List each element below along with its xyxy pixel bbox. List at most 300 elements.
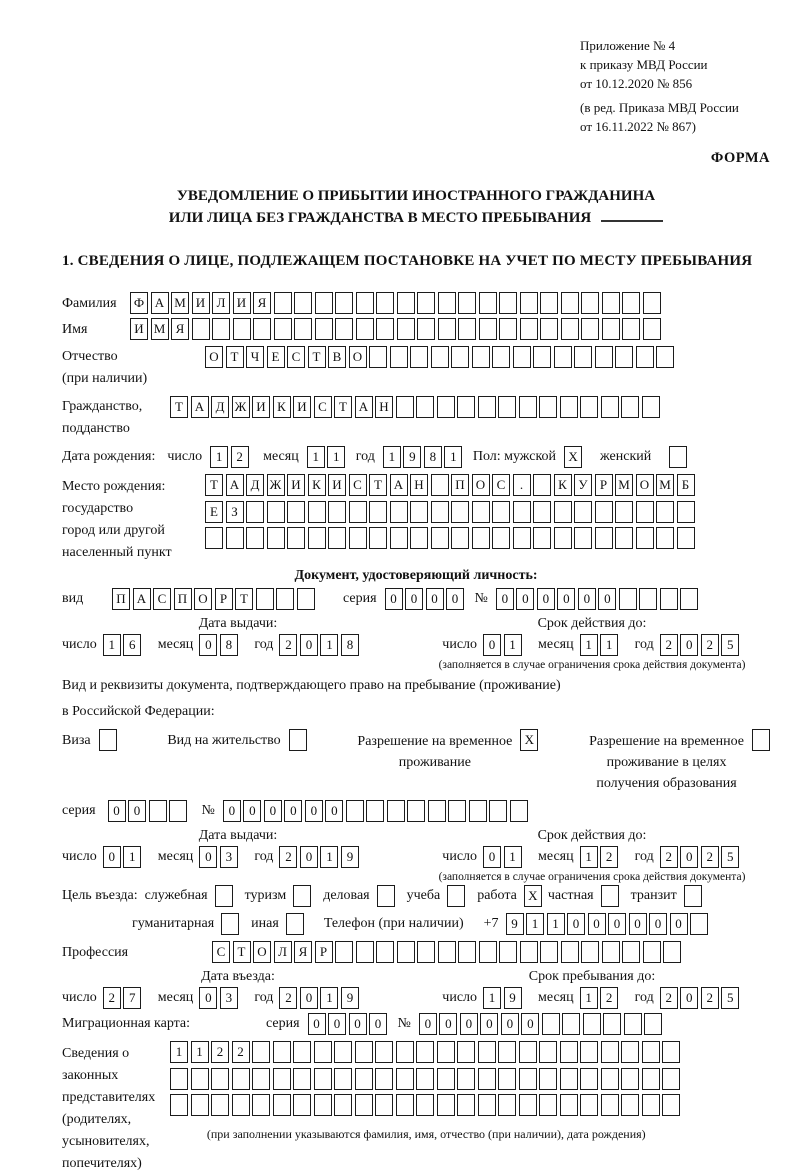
residence-number-cells[interactable] [223, 800, 531, 822]
legal-reps-row3-cells[interactable] [170, 1094, 683, 1116]
char-cell[interactable]: 1 [526, 913, 544, 935]
char-cell[interactable]: С [287, 346, 305, 368]
char-cell[interactable]: 1 [170, 1041, 188, 1063]
char-cell[interactable]: 0 [680, 634, 698, 656]
char-cell[interactable]: 2 [600, 846, 618, 868]
char-cell[interactable] [533, 346, 551, 368]
char-cell[interactable]: 0 [199, 634, 217, 656]
residence-valid-month-cells[interactable] [580, 846, 621, 868]
char-cell[interactable]: Ч [246, 346, 264, 368]
char-cell[interactable]: 0 [567, 913, 585, 935]
char-cell[interactable] [580, 1094, 598, 1116]
char-cell[interactable] [387, 800, 405, 822]
char-cell[interactable] [520, 941, 538, 963]
char-cell[interactable] [410, 527, 428, 549]
char-cell[interactable]: 0 [328, 1013, 346, 1035]
char-cell[interactable] [539, 1041, 557, 1063]
char-cell[interactable]: Д [246, 474, 264, 496]
char-cell[interactable] [478, 1068, 496, 1090]
char-cell[interactable] [561, 292, 579, 314]
char-cell[interactable] [293, 1041, 311, 1063]
char-cell[interactable]: 0 [537, 588, 555, 610]
birthplace-row1-cells[interactable] [205, 474, 697, 496]
char-cell[interactable]: Е [205, 501, 223, 523]
residence-series-cells[interactable] [108, 800, 190, 822]
char-cell[interactable] [492, 346, 510, 368]
char-cell[interactable] [624, 1013, 642, 1035]
char-cell[interactable]: 5 [721, 987, 739, 1009]
char-cell[interactable]: 2 [701, 987, 719, 1009]
char-cell[interactable] [499, 941, 517, 963]
char-cell[interactable] [252, 1094, 270, 1116]
char-cell[interactable]: 5 [721, 634, 739, 656]
char-cell[interactable]: Т [170, 396, 188, 418]
char-cell[interactable] [390, 501, 408, 523]
char-cell[interactable] [315, 318, 333, 340]
char-cell[interactable] [431, 474, 449, 496]
issue-year-cells[interactable] [279, 634, 361, 656]
char-cell[interactable] [621, 396, 639, 418]
char-cell[interactable] [662, 1068, 680, 1090]
char-cell[interactable]: 0 [325, 800, 343, 822]
char-cell[interactable] [355, 1041, 373, 1063]
char-cell[interactable] [601, 885, 619, 907]
char-cell[interactable]: К [554, 474, 572, 496]
char-cell[interactable]: Т [369, 474, 387, 496]
char-cell[interactable] [252, 1068, 270, 1090]
char-cell[interactable] [662, 1041, 680, 1063]
char-cell[interactable]: 2 [211, 1041, 229, 1063]
char-cell[interactable] [554, 501, 572, 523]
valid-day-cells[interactable] [483, 634, 524, 656]
char-cell[interactable] [407, 800, 425, 822]
char-cell[interactable] [438, 292, 456, 314]
char-cell[interactable] [396, 1094, 414, 1116]
char-cell[interactable]: Ф [130, 292, 148, 314]
char-cell[interactable] [458, 318, 476, 340]
char-cell[interactable] [642, 396, 660, 418]
char-cell[interactable]: Р [315, 941, 333, 963]
char-cell[interactable] [416, 1094, 434, 1116]
issue-day-cells[interactable] [103, 634, 144, 656]
char-cell[interactable] [479, 292, 497, 314]
birth-year-cells[interactable] [383, 446, 465, 468]
stay-day-cells[interactable] [483, 987, 524, 1009]
char-cell[interactable] [267, 527, 285, 549]
char-cell[interactable] [457, 396, 475, 418]
char-cell[interactable] [560, 1041, 578, 1063]
char-cell[interactable]: 0 [680, 846, 698, 868]
char-cell[interactable]: И [328, 474, 346, 496]
char-cell[interactable] [644, 1013, 662, 1035]
char-cell[interactable] [226, 527, 244, 549]
patronymic-cells[interactable] [205, 346, 677, 368]
char-cell[interactable]: 0 [598, 588, 616, 610]
sex-female-checkbox[interactable] [669, 446, 687, 468]
char-cell[interactable]: 0 [349, 1013, 367, 1035]
char-cell[interactable] [274, 318, 292, 340]
char-cell[interactable]: А [226, 474, 244, 496]
entry-year-cells[interactable] [279, 987, 361, 1009]
char-cell[interactable] [574, 346, 592, 368]
char-cell[interactable] [416, 1068, 434, 1090]
char-cell[interactable] [457, 1068, 475, 1090]
char-cell[interactable] [478, 1094, 496, 1116]
char-cell[interactable]: 9 [506, 913, 524, 935]
char-cell[interactable]: 0 [369, 1013, 387, 1035]
char-cell[interactable] [602, 941, 620, 963]
char-cell[interactable] [369, 501, 387, 523]
char-cell[interactable]: 0 [305, 800, 323, 822]
char-cell[interactable]: 0 [284, 800, 302, 822]
char-cell[interactable] [479, 941, 497, 963]
char-cell[interactable]: 0 [588, 913, 606, 935]
char-cell[interactable]: С [314, 396, 332, 418]
char-cell[interactable]: 2 [660, 634, 678, 656]
char-cell[interactable]: 1 [123, 846, 141, 868]
entry-month-cells[interactable] [199, 987, 240, 1009]
char-cell[interactable]: Т [308, 346, 326, 368]
char-cell[interactable]: 1 [210, 446, 228, 468]
char-cell[interactable] [256, 588, 274, 610]
char-cell[interactable] [349, 527, 367, 549]
char-cell[interactable] [451, 501, 469, 523]
char-cell[interactable]: 7 [123, 987, 141, 1009]
char-cell[interactable] [287, 501, 305, 523]
char-cell[interactable]: 0 [496, 588, 514, 610]
char-cell[interactable]: С [349, 474, 367, 496]
char-cell[interactable]: 0 [405, 588, 423, 610]
char-cell[interactable] [396, 1068, 414, 1090]
char-cell[interactable] [308, 501, 326, 523]
char-cell[interactable] [554, 346, 572, 368]
char-cell[interactable]: У [574, 474, 592, 496]
char-cell[interactable]: 0 [460, 1013, 478, 1035]
char-cell[interactable] [369, 346, 387, 368]
char-cell[interactable] [602, 318, 620, 340]
char-cell[interactable] [498, 1094, 516, 1116]
char-cell[interactable]: М [151, 318, 169, 340]
phone-cells[interactable] [506, 913, 711, 935]
char-cell[interactable] [642, 1094, 660, 1116]
char-cell[interactable] [390, 527, 408, 549]
char-cell[interactable] [499, 292, 517, 314]
char-cell[interactable] [479, 318, 497, 340]
char-cell[interactable] [273, 1094, 291, 1116]
char-cell[interactable]: 1 [580, 987, 598, 1009]
char-cell[interactable] [489, 800, 507, 822]
char-cell[interactable]: 1 [504, 846, 522, 868]
char-cell[interactable]: 1 [483, 987, 501, 1009]
legal-reps-row2-cells[interactable] [170, 1068, 683, 1090]
citizenship-cells[interactable] [170, 396, 662, 418]
char-cell[interactable]: 1 [504, 634, 522, 656]
char-cell[interactable] [680, 588, 698, 610]
char-cell[interactable] [469, 800, 487, 822]
char-cell[interactable] [621, 1094, 639, 1116]
char-cell[interactable] [595, 527, 613, 549]
char-cell[interactable]: 0 [103, 846, 121, 868]
char-cell[interactable]: 1 [320, 846, 338, 868]
char-cell[interactable] [334, 1094, 352, 1116]
char-cell[interactable]: А [390, 474, 408, 496]
char-cell[interactable] [513, 346, 531, 368]
surname-cells[interactable] [130, 292, 663, 314]
char-cell[interactable]: X [564, 446, 582, 468]
temp-residence-checkbox[interactable] [520, 729, 538, 751]
char-cell[interactable]: М [656, 474, 674, 496]
char-cell[interactable] [451, 527, 469, 549]
char-cell[interactable]: 3 [220, 846, 238, 868]
char-cell[interactable]: 8 [424, 446, 442, 468]
char-cell[interactable]: 5 [721, 846, 739, 868]
char-cell[interactable]: И [293, 396, 311, 418]
char-cell[interactable] [410, 501, 428, 523]
char-cell[interactable] [561, 941, 579, 963]
char-cell[interactable] [233, 318, 251, 340]
char-cell[interactable]: 1 [444, 446, 462, 468]
char-cell[interactable] [601, 1068, 619, 1090]
char-cell[interactable]: 0 [680, 987, 698, 1009]
char-cell[interactable] [437, 396, 455, 418]
char-cell[interactable] [615, 501, 633, 523]
purpose-other-checkbox[interactable] [286, 913, 304, 935]
char-cell[interactable]: З [226, 501, 244, 523]
char-cell[interactable] [533, 474, 551, 496]
char-cell[interactable]: 0 [300, 987, 318, 1009]
char-cell[interactable] [448, 800, 466, 822]
char-cell[interactable] [273, 1041, 291, 1063]
birth-day-cells[interactable] [210, 446, 251, 468]
char-cell[interactable] [660, 588, 678, 610]
char-cell[interactable] [334, 1041, 352, 1063]
char-cell[interactable] [397, 292, 415, 314]
char-cell[interactable]: 0 [578, 588, 596, 610]
char-cell[interactable] [562, 1013, 580, 1035]
char-cell[interactable] [396, 396, 414, 418]
char-cell[interactable] [191, 1068, 209, 1090]
char-cell[interactable]: А [151, 292, 169, 314]
char-cell[interactable]: А [191, 396, 209, 418]
char-cell[interactable] [580, 1068, 598, 1090]
char-cell[interactable] [621, 1068, 639, 1090]
residence-permit-checkbox[interactable] [289, 729, 307, 751]
char-cell[interactable]: 0 [557, 588, 575, 610]
char-cell[interactable] [289, 729, 307, 751]
char-cell[interactable] [492, 527, 510, 549]
char-cell[interactable] [533, 527, 551, 549]
char-cell[interactable] [540, 941, 558, 963]
char-cell[interactable] [492, 501, 510, 523]
doc-type-cells[interactable] [112, 588, 317, 610]
char-cell[interactable] [615, 527, 633, 549]
stay-month-cells[interactable] [580, 987, 621, 1009]
char-cell[interactable] [656, 346, 674, 368]
char-cell[interactable] [457, 1041, 475, 1063]
char-cell[interactable] [595, 501, 613, 523]
char-cell[interactable] [519, 396, 537, 418]
char-cell[interactable] [356, 318, 374, 340]
char-cell[interactable]: 0 [608, 913, 626, 935]
char-cell[interactable] [437, 1041, 455, 1063]
char-cell[interactable] [690, 913, 708, 935]
char-cell[interactable]: С [492, 474, 510, 496]
char-cell[interactable] [519, 1094, 537, 1116]
char-cell[interactable] [451, 346, 469, 368]
char-cell[interactable] [328, 527, 346, 549]
firstname-cells[interactable] [130, 318, 663, 340]
char-cell[interactable] [376, 292, 394, 314]
char-cell[interactable] [539, 1068, 557, 1090]
char-cell[interactable] [619, 588, 637, 610]
char-cell[interactable]: . [513, 474, 531, 496]
char-cell[interactable] [294, 292, 312, 314]
char-cell[interactable] [540, 292, 558, 314]
char-cell[interactable] [397, 318, 415, 340]
char-cell[interactable]: Д [211, 396, 229, 418]
char-cell[interactable] [636, 346, 654, 368]
char-cell[interactable]: 0 [223, 800, 241, 822]
char-cell[interactable]: 2 [279, 846, 297, 868]
char-cell[interactable]: О [194, 588, 212, 610]
char-cell[interactable]: X [524, 885, 542, 907]
char-cell[interactable] [458, 941, 476, 963]
char-cell[interactable] [253, 318, 271, 340]
char-cell[interactable]: И [287, 474, 305, 496]
char-cell[interactable]: 2 [279, 634, 297, 656]
char-cell[interactable]: Т [226, 346, 244, 368]
char-cell[interactable] [520, 292, 538, 314]
char-cell[interactable]: К [308, 474, 326, 496]
char-cell[interactable]: П [174, 588, 192, 610]
char-cell[interactable]: И [233, 292, 251, 314]
char-cell[interactable]: О [205, 346, 223, 368]
char-cell[interactable] [498, 1068, 516, 1090]
char-cell[interactable]: 0 [649, 913, 667, 935]
char-cell[interactable]: 2 [660, 846, 678, 868]
char-cell[interactable]: 1 [580, 846, 598, 868]
char-cell[interactable]: О [349, 346, 367, 368]
char-cell[interactable]: 0 [243, 800, 261, 822]
char-cell[interactable]: 1 [327, 446, 345, 468]
char-cell[interactable] [205, 527, 223, 549]
char-cell[interactable]: 0 [128, 800, 146, 822]
char-cell[interactable]: 0 [419, 1013, 437, 1035]
char-cell[interactable]: Т [233, 941, 251, 963]
birthplace-row2-cells[interactable] [205, 501, 697, 523]
char-cell[interactable] [520, 318, 538, 340]
char-cell[interactable] [297, 588, 315, 610]
issue-month-cells[interactable] [199, 634, 240, 656]
char-cell[interactable] [346, 800, 364, 822]
char-cell[interactable] [397, 941, 415, 963]
char-cell[interactable] [169, 800, 187, 822]
char-cell[interactable]: 8 [341, 634, 359, 656]
char-cell[interactable] [375, 1094, 393, 1116]
char-cell[interactable] [601, 396, 619, 418]
char-cell[interactable] [643, 292, 661, 314]
char-cell[interactable] [519, 1068, 537, 1090]
char-cell[interactable] [478, 1041, 496, 1063]
char-cell[interactable]: 8 [220, 634, 238, 656]
char-cell[interactable]: 0 [439, 1013, 457, 1035]
char-cell[interactable] [192, 318, 210, 340]
entry-day-cells[interactable] [103, 987, 144, 1009]
char-cell[interactable]: 9 [504, 987, 522, 1009]
char-cell[interactable] [457, 1094, 475, 1116]
char-cell[interactable] [437, 1068, 455, 1090]
migration-number-cells[interactable] [419, 1013, 665, 1035]
purpose-tourism-checkbox[interactable] [293, 885, 311, 907]
valid-month-cells[interactable] [580, 634, 621, 656]
residence-valid-day-cells[interactable] [483, 846, 524, 868]
char-cell[interactable] [287, 527, 305, 549]
char-cell[interactable]: 1 [320, 634, 338, 656]
char-cell[interactable] [615, 346, 633, 368]
char-cell[interactable]: И [192, 292, 210, 314]
char-cell[interactable] [662, 1094, 680, 1116]
char-cell[interactable] [472, 527, 490, 549]
char-cell[interactable] [540, 318, 558, 340]
char-cell[interactable] [560, 396, 578, 418]
char-cell[interactable] [410, 346, 428, 368]
char-cell[interactable]: 0 [300, 634, 318, 656]
char-cell[interactable] [431, 501, 449, 523]
char-cell[interactable]: Л [212, 292, 230, 314]
purpose-humanitarian-checkbox[interactable] [221, 913, 239, 935]
char-cell[interactable] [542, 1013, 560, 1035]
char-cell[interactable] [581, 941, 599, 963]
char-cell[interactable]: 9 [403, 446, 421, 468]
char-cell[interactable]: П [451, 474, 469, 496]
char-cell[interactable]: Я [294, 941, 312, 963]
valid-year-cells[interactable] [660, 634, 742, 656]
char-cell[interactable] [99, 729, 117, 751]
char-cell[interactable]: 0 [516, 588, 534, 610]
char-cell[interactable] [232, 1094, 250, 1116]
char-cell[interactable]: X [520, 729, 538, 751]
char-cell[interactable] [513, 527, 531, 549]
purpose-transit-checkbox[interactable] [684, 885, 702, 907]
char-cell[interactable] [293, 1068, 311, 1090]
char-cell[interactable]: Р [595, 474, 613, 496]
char-cell[interactable]: О [636, 474, 654, 496]
char-cell[interactable] [663, 941, 681, 963]
char-cell[interactable] [274, 292, 292, 314]
char-cell[interactable]: Т [205, 474, 223, 496]
char-cell[interactable] [211, 1094, 229, 1116]
char-cell[interactable]: Ж [232, 396, 250, 418]
birthplace-row3-cells[interactable] [205, 527, 697, 549]
purpose-study-checkbox[interactable] [447, 885, 465, 907]
char-cell[interactable] [622, 292, 640, 314]
char-cell[interactable]: 0 [670, 913, 688, 935]
char-cell[interactable] [149, 800, 167, 822]
char-cell[interactable]: Т [235, 588, 253, 610]
char-cell[interactable]: 0 [300, 846, 318, 868]
char-cell[interactable] [416, 1041, 434, 1063]
residence-valid-year-cells[interactable] [660, 846, 742, 868]
char-cell[interactable] [642, 1041, 660, 1063]
doc-number-cells[interactable] [496, 588, 701, 610]
char-cell[interactable]: 1 [307, 446, 325, 468]
char-cell[interactable]: О [472, 474, 490, 496]
char-cell[interactable]: К [273, 396, 291, 418]
char-cell[interactable]: Я [171, 318, 189, 340]
char-cell[interactable]: 1 [383, 446, 401, 468]
char-cell[interactable]: Е [267, 346, 285, 368]
char-cell[interactable] [533, 501, 551, 523]
